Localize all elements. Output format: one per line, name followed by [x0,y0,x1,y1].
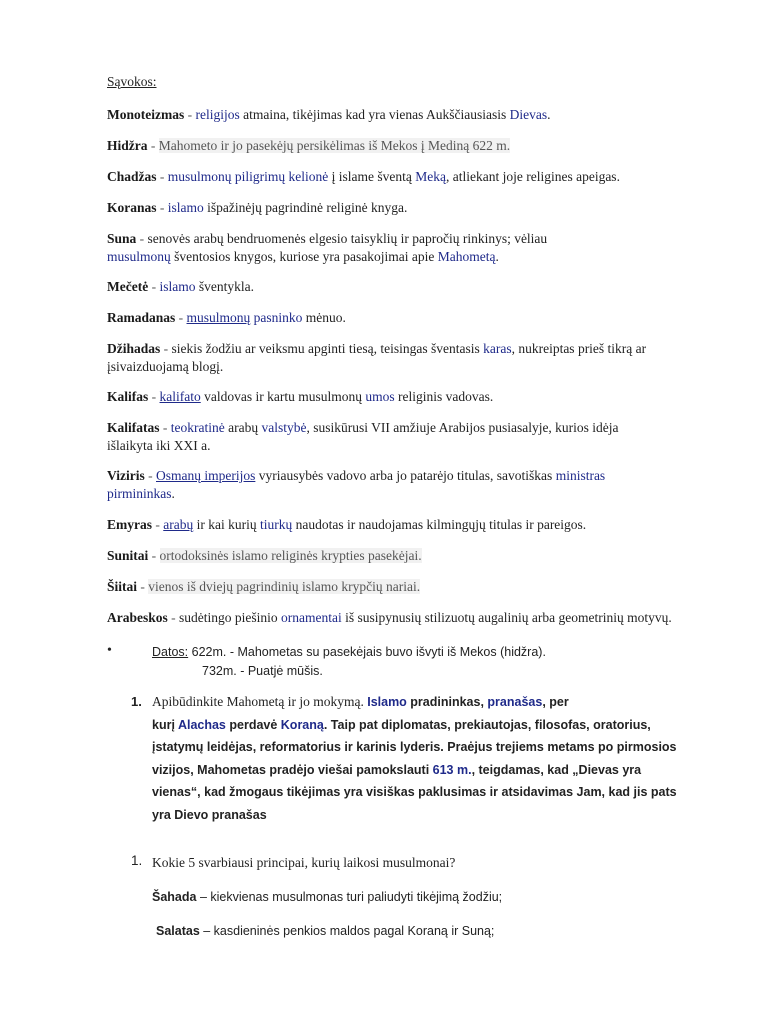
separator-dash: - [148,279,160,294]
definition-text: iš susipynusių stilizuotų augalinių arba geometrinių motyvų. [341,610,672,625]
term-link[interactable]: arabų [163,517,194,532]
definition-term: Mečetė [107,279,149,294]
definition-entry [107,418,619,437]
separator-dash: - [148,389,160,404]
definition-term: Kalifatas [107,420,160,435]
definition-entry [107,577,420,596]
definition-continuation [107,484,175,503]
term-link[interactable]: 613 m. [432,762,472,777]
q1-line-4 [152,759,692,782]
definition-text: senovės arabų bendruomenės elgesio taisyklių ir papročių rinkinys; vėliau [147,231,548,246]
term-link[interactable]: ministras [555,468,606,483]
definition-text: arabų [224,420,262,435]
term-link[interactable]: valstybė [261,420,307,435]
definition-entry [107,339,646,358]
term-link[interactable]: islamo [159,279,196,294]
definition-text: religinis vadovas. [394,389,494,404]
term-link[interactable]: Meką [415,169,446,184]
term-link[interactable]: islamo [167,200,204,215]
definition-text: . [547,107,551,122]
separator-dash: - [160,341,172,356]
definition-text: siekis žodžiu ar veiksmu apginti tiesą, teisingas šventasis [171,341,484,356]
term-link[interactable]: Dievas [509,107,548,122]
definition-text: išpažinėjų pagrindinė religinė knyga. [203,200,408,215]
definition-text: perdavė [225,717,281,732]
section-heading: Sąvokos: [107,74,157,89]
separator-dash: - [156,200,168,215]
term-link[interactable]: ornamentai [281,610,342,625]
term-link[interactable]: tiurkų [259,517,293,532]
separator-dash: - [184,107,196,122]
definition-text: . [171,486,175,501]
definition-text: atmaina, tikėjimas kad yra vienas Aukščiausiasis [239,107,510,122]
definition-term: Ramadanas [107,310,176,325]
definition-text: pradininkas, [406,695,488,709]
definition-text: sudėtingo piešinio [179,610,282,625]
definition-text: į islame šventą [328,169,416,184]
dates-text-1: 622m. - Mahometas su pasekėjais buvo išvyti iš Mekos (hidžra). [188,645,546,659]
definition-text: vienos iš dviejų pagrindinių islamo krypčių nariai. [148,579,421,594]
dates-label: Datos: [152,645,189,659]
bullet-point: • [107,643,112,658]
definition-text: ir kai kurių [193,517,260,532]
definition-entry [107,515,586,534]
term-link[interactable]: Mahometą [437,249,496,264]
term-link[interactable]: Islamo [367,695,407,709]
q1-line-1: Apibūdinkite Mahometą ir jo mokymą. Islamo pradininkas, pranašas, per [152,694,569,709]
question-number: 1. [131,694,142,709]
principle-shahada: Šahada – kiekvienas musulmonas turi paliudyti tikėjimą žodžiu; [152,890,503,904]
definition-continuation [107,436,210,455]
separator-dash: - [152,517,164,532]
term-link[interactable]: Osmanų imperijos [156,468,256,483]
separator-dash: - [147,138,159,153]
separator-dash: - [167,610,180,625]
definition-term: Chadžas [107,169,157,184]
definition-text: mėnuo. [302,310,346,325]
definition-text: , per [542,695,569,709]
separator-dash: - [156,169,168,184]
term-link[interactable]: kalifato [159,389,201,404]
definition-term: Emyras [107,517,152,532]
definition-continuation [107,357,223,376]
separator-dash: - [136,231,148,246]
question-2-number: 1. [131,853,143,868]
definition-term: Suna [107,231,137,246]
question-2-text: Kokie 5 svarbiausi principai, kurių laikosi musulmonai? [152,855,456,870]
q1-line-6: yra Dievo pranašas [152,807,267,822]
term-link[interactable]: teokratinė [170,420,225,435]
separator-dash: - [148,548,160,563]
definition-entry [107,466,605,485]
definition-entry [107,136,510,155]
definition-entry [107,229,547,248]
definition-text: kurį [152,717,178,732]
definition-term: Monoteizmas [107,107,185,122]
q1-line-2 [152,714,692,737]
definition-text: vyriausybės vadovo arba jo patarėjo titulas, savotiškas [255,468,556,483]
definition-term: Koranas [107,200,157,215]
definition-text: , nukreiptas prieš tikrą ar [511,341,647,356]
term-link[interactable]: umos [365,389,395,404]
definition-text: Mahometo ir jo pasekėjų persikėlimas iš Mekos į Mediną 622 m. [158,138,511,153]
definition-entry [107,308,346,327]
definition-term: Hidžra [107,138,148,153]
term-link[interactable]: pranašas [487,695,543,709]
definition-term: Džihadas [107,341,161,356]
term-link[interactable]: pasninko [253,310,303,325]
definition-entry [107,105,551,124]
definition-text: išlaikyta iki XXI a. [107,438,211,453]
q1-line-3: įstatymų leidėjas, reformatorius ir karinis lyderis. Praėjus trejiems metams po pirmosios [152,740,677,754]
definition-entry [107,277,254,296]
term-link[interactable]: pirmininkas [107,486,172,501]
definition-term: Šiitai [107,579,138,594]
principle-salatas: Salatas – kasdieninės penkios maldos pagal Koraną ir Suną; [156,924,495,938]
separator-dash: - [175,310,187,325]
definition-continuation [107,247,499,266]
term-link[interactable]: religijos [195,107,240,122]
definition-text: ortodoksinės islamo religinės krypties pasekėjai. [159,548,422,563]
definition-text: valdovas ir kartu musulmonų [200,389,366,404]
definition-term: Kalifas [107,389,149,404]
definition-text: šventykla. [195,279,254,294]
separator-dash: - [144,468,156,483]
definition-text: , atliekant joje religines apeigas. [446,169,620,184]
definition-text: . Taip pat diplomatas, prekiautojas, filosofas, oratorius, [323,717,651,732]
q1-line-5: vienas“, kad žmogaus tikėjimas yra visiškas paklusimas ir atsidavimas Jam, kad jis pats [152,785,677,799]
term-link[interactable]: karas [483,341,512,356]
definition-text: šventosios knygos, kuriose yra pasakojimai apie [170,249,438,264]
definition-entry [107,608,672,627]
definition-entry [107,387,493,406]
definition-entry [107,167,620,186]
definition-term: Viziris [107,468,145,483]
definition-text: . [495,249,499,264]
definition-text: įsivaizduojamą blogį. [107,359,224,374]
term-link[interactable]: Alachas [177,717,226,732]
term-link[interactable]: musulmonų piligrimų kelionė [167,169,329,184]
definition-text: , teigdamas, kad „Dievas yra [471,762,642,777]
definition-text: naudotas ir naudojamas kilmingųjų titulas ir pareigos. [292,517,587,532]
term-link[interactable]: Koraną [280,717,324,732]
dates-line-2: 732m. - Puatjė mūšis. [202,664,323,678]
term-link[interactable]: musulmonų [107,249,171,264]
term-link[interactable]: musulmonų [186,310,251,325]
definition-entry [107,198,407,217]
definition-text: , susikūrusi VII amžiuje Arabijos pusiasalyje, kurios idėja [306,420,619,435]
dates-line-1 [152,643,546,662]
separator-dash: - [137,579,149,594]
question-1-answer [152,691,692,826]
definition-term: Arabeskos [107,610,168,625]
definition-entry [107,546,422,565]
separator-dash: - [159,420,171,435]
definition-term: Sunitai [107,548,149,563]
definition-text: vizijos, Mahometas pradėjo viešai pamokslauti [152,762,433,777]
